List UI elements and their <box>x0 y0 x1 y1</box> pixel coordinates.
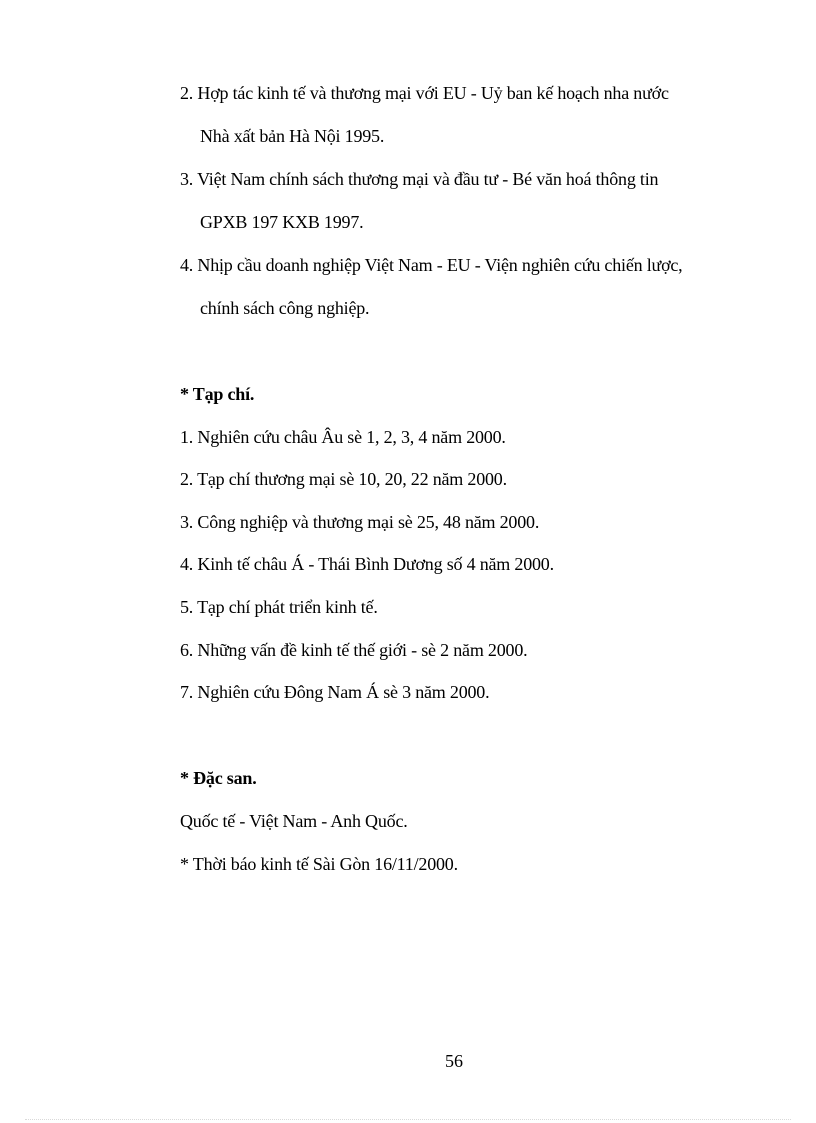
journal-item: 2. Tạp chí thương mại sè 10, 20, 22 năm 2000. <box>180 469 507 489</box>
journal-item: 6. Những vấn đề kinh tế thế giới - sè 2 năm 2000. <box>180 640 528 660</box>
reference-item-2-line1: 2. Hợp tác kinh tế và thương mại với EU - Uỷ ban kế hoạch nha nước <box>180 83 669 103</box>
journals-heading: * Tạp chí. <box>180 384 255 404</box>
page-bottom-divider <box>25 1119 791 1120</box>
journal-item: 4. Kinh tế châu Á - Thái Bình Dương số 4 năm 2000. <box>180 554 554 574</box>
special-item: * Thời báo kinh tế Sài Gòn 16/11/2000. <box>180 854 458 874</box>
journal-item: 5. Tạp chí phát triển kinh tế. <box>180 597 378 617</box>
page-number: 56 <box>445 1051 463 1071</box>
reference-item-2-line2: Nhà xất bản Hà Nội 1995. <box>200 126 385 146</box>
special-item: Quốc tế - Việt Nam - Anh Quốc. <box>180 811 408 831</box>
journal-item: 1. Nghiên cứu châu Âu sè 1, 2, 3, 4 năm 2000. <box>180 427 506 447</box>
reference-item-3-line1: 3. Việt Nam chính sách thương mại và đầu tư - Bé văn hoá thông tin <box>180 169 659 189</box>
journal-item: 7. Nghiên cứu Đông Nam Á sè 3 năm 2000. <box>180 682 490 702</box>
journal-item: 3. Công nghiệp và thương mại sè 25, 48 năm 2000. <box>180 512 540 532</box>
reference-item-4-line2: chính sách công nghiệp. <box>200 298 370 318</box>
reference-item-3-line2: GPXB 197 KXB 1997. <box>200 212 364 232</box>
special-heading: * Đặc san. <box>180 768 257 788</box>
reference-item-4-line1: 4. Nhịp cầu doanh nghiệp Việt Nam - EU - Viện nghiên cứu chiến lược, <box>180 255 683 275</box>
